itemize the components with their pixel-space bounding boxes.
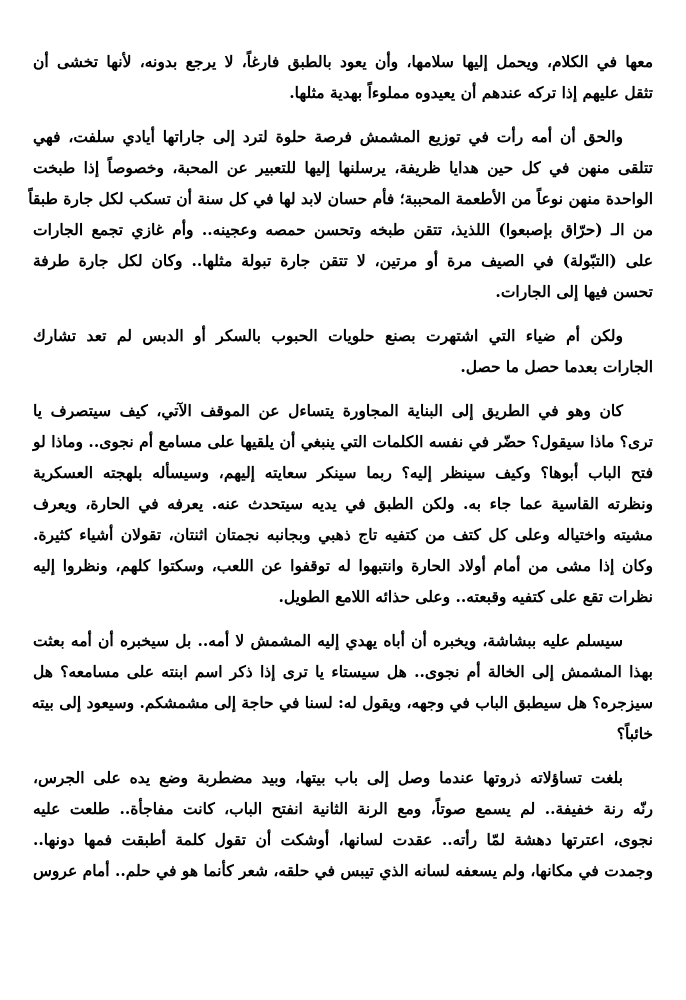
text-line: بهذا المشمش إلى الخالة أم نجوى.. هل سيستاء يا ترى إذا ذكر اسم ابنته على مسامعه؟ هل [33, 662, 653, 681]
text-line: نظرات تقع على كتفيه وقبعته.. وعلى حذائه اللامع الطويل. [278, 587, 653, 606]
text-line: تثقل عليهم إذا تركه عندهم أن يعيدوه مملوءاً بهدية مثلها. [289, 83, 653, 102]
text-line: على (التبّولة) في الصيف مرة أو مرتين، لا تتقن جارة تبولة مثلها.. وكان لكل جارة طرفة [33, 251, 653, 270]
text-line: الجارات بعدما حصل ما حصل. [460, 357, 653, 376]
text-line: خائباً؟ [616, 724, 653, 743]
text-line: ترى؟ ماذا سيقول؟ حضّر في نفسه الكلمات التي ينبغي أن يلقيها على مسامع أم نجوى.. وماذا لو [33, 432, 653, 451]
body-text [28, 46, 653, 886]
text-line: تحسن فيها إلى الجارات. [495, 282, 653, 301]
paragraph-start-line: والحق أن أمه رأت في توزيع المشمش فرصة حلوة لترد إلى جاراتها أيادي سلفت، فهي [33, 127, 623, 146]
text-line: مشيته واختياله وعلى كل كتف من كتفيه تاج ذهبي وبجانبه نجمتان اثنتان، تقولان أشياء كثيرة. [33, 525, 653, 544]
text-line: تتلقى منهن في كل حين هدايا ظريفة، يرسلنها إليها للتعبير عن المحبة، وخصوصاً إذا طبخت [33, 158, 653, 177]
text-line: وكان إذا مشى من أمام أولاد الحارة وانتبهوا له توقفوا عن اللعب، وسكتوا كلهم، ونظروا إليه [33, 556, 653, 575]
text-line: الواحدة منهن نوعاً من الأطعمة المحببة؛ فأم حسان لابد لها في كل سنة أن تسكب لكل جارة طبقاً [28, 189, 653, 208]
paragraph-start-line: سيسلم عليه ببشاشة، ويخبره أن أباه يهدي إليه المشمش لا أمه.. بل سيخبره أن أمه بعثت [33, 631, 623, 650]
text-line: سيزجره؟ هل سيطبق الباب في وجهه، ويقول له: لسنا في حاجة إلى مشمشكم. وسيعود إلى بيته [31, 693, 653, 712]
text-line: ونظرته القاسية عما جاء به. ولكن الطبق في يديه سيتحدث عنه. يعرفه في الحارة، ويعرف [33, 494, 653, 513]
text-line: نجوى، اعترتها دهشة لمّا رأته.. عقدت لسانها، أوشكت أن تقول كلمة أطبقت فمها دونها.. [33, 830, 653, 849]
text-line: من الـ (حرّاق بإصبعوا) اللذيذ، تتقن طبخه وتحسن حمصه وعجينه.. وأم غازي تجمع الجارات [33, 220, 653, 239]
text-line: فتح الباب أبوها؟ وكيف سينظر إليه؟ ربما سينكر سعايته إليهم، وسيسأله بلهجته العسكرية [33, 463, 653, 482]
paragraph-start-line: كان وهو في الطريق إلى البناية المجاورة يتساءل عن الموقف الآتي، كيف سيتصرف يا [33, 401, 623, 420]
text-line: وجمدت في مكانها، ولم يسعفه لسانه الذي تيبس في حلقه، شعر كأنما هو في حلم.. أمام عروس [33, 861, 653, 880]
text-line: معها في الكلام، ويحمل إليها سلامها، وأن يعود بالطبق فارغاً، لا يرجع بدونه، لأنها تخشى أن [33, 52, 653, 71]
paragraph-start-line: بلغت تساؤلاته ذروتها عندما وصل إلى باب بيتها، وبيد مضطربة وضع يده على الجرس، [33, 768, 623, 787]
paragraph-start-line: ولكن أم ضياء التي اشتهرت بصنع حلويات الحبوب بالسكر أو الدبس لم تعد تشارك [33, 326, 623, 345]
text-line: رنّه رنة خفيفة.. لم يسمع صوتاً، ومع الرنة الثانية انفتح الباب، كانت مفاجأة.. طلعت عليه [33, 799, 653, 818]
